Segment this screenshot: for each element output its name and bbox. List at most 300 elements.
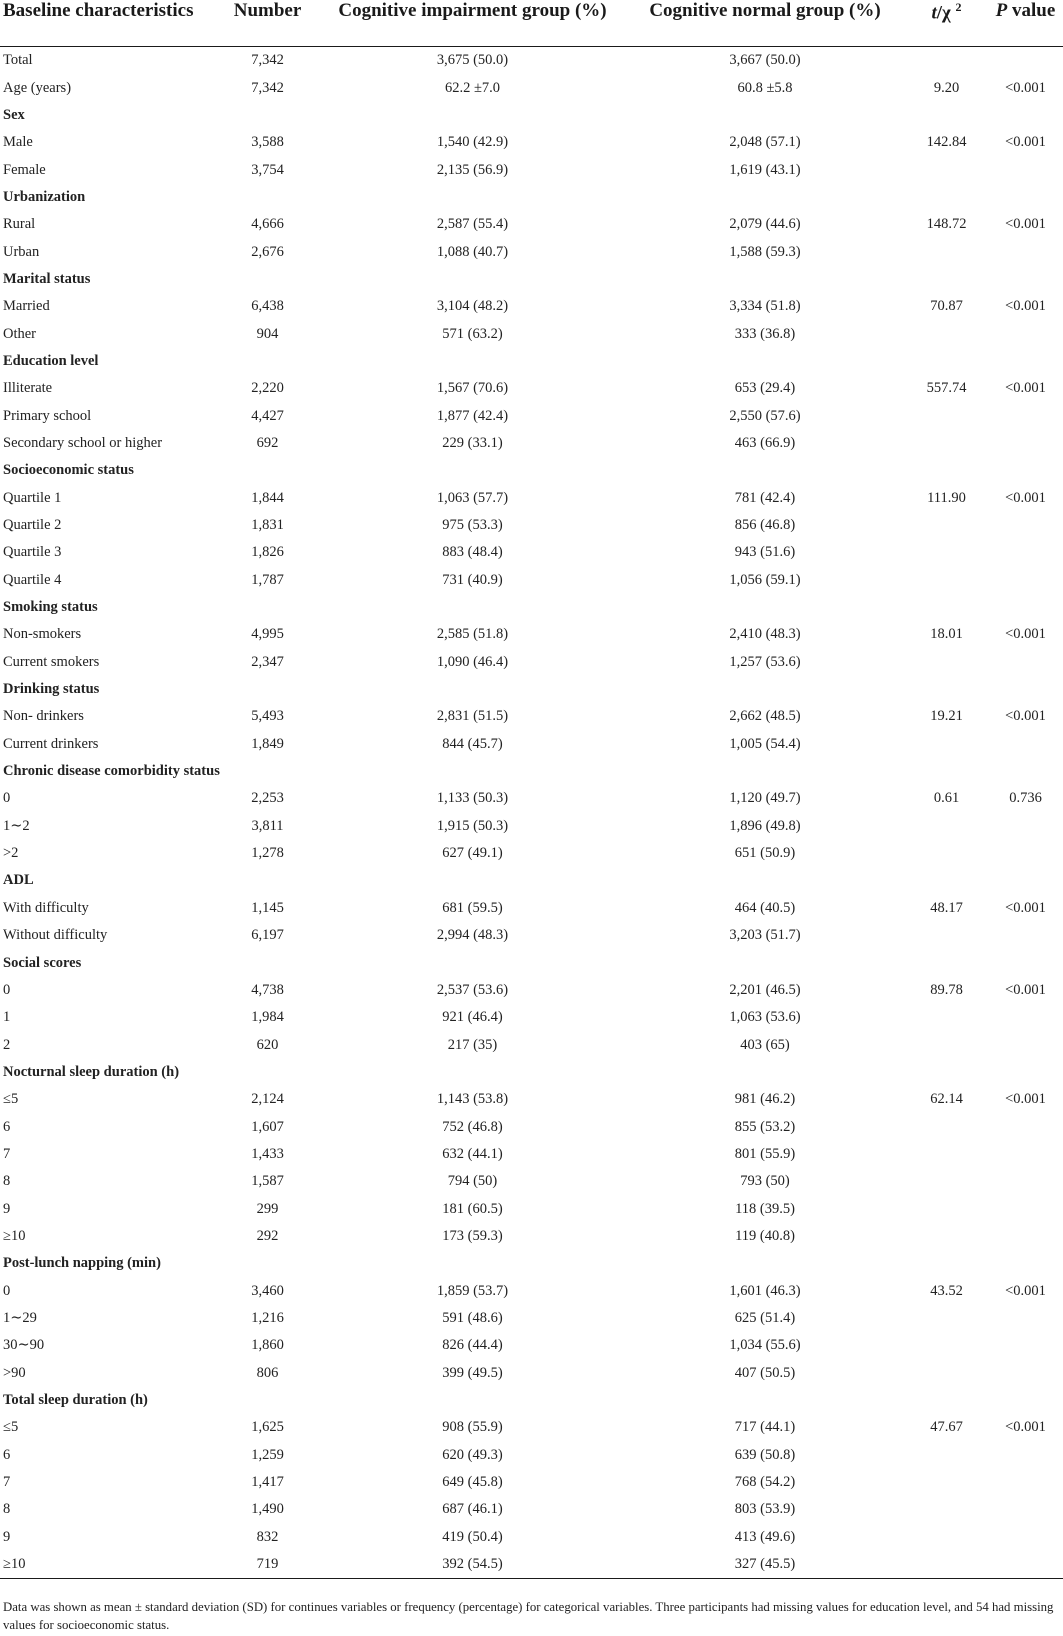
row-label: 2 xyxy=(3,1036,11,1053)
cell-impairment: 844 (45.7) xyxy=(442,735,503,752)
cell-statistic xyxy=(905,1551,988,1579)
cell-impairment: 1,063 (57.7) xyxy=(436,489,509,506)
table-row xyxy=(0,649,1063,676)
row-label: ≤5 xyxy=(3,1419,19,1436)
group-header-row xyxy=(0,266,1063,293)
table-row xyxy=(0,1195,1063,1222)
cell-impairment: 632 (44.1) xyxy=(442,1145,503,1162)
group-header-row xyxy=(0,184,1063,211)
cell-normal: 1,063 (53.6) xyxy=(729,1009,801,1026)
cell-normal: 327 (45.5) xyxy=(625,1551,905,1579)
cell-normal: 1,056 (59.1) xyxy=(729,571,801,588)
row-label: 0 xyxy=(3,790,11,807)
cell-number: 1,417 xyxy=(251,1474,284,1491)
cell-number: 1,145 xyxy=(251,899,284,916)
cell-impairment: 2,537 (53.6) xyxy=(436,981,509,998)
row-label: Female xyxy=(3,161,46,178)
table-row xyxy=(0,1004,1063,1031)
group-label: Socioeconomic status xyxy=(3,462,134,479)
cell-number: 5,493 xyxy=(251,708,284,725)
header-p-value xyxy=(988,0,1063,47)
table-row xyxy=(0,703,1063,730)
cell-p-value xyxy=(988,512,1063,539)
cell-number: 1,849 xyxy=(251,735,284,752)
cell-impairment: 173 (59.3) xyxy=(442,1227,503,1244)
row-label: >90 xyxy=(3,1364,26,1381)
row-label: Age (years) xyxy=(3,79,72,96)
cell-number: 2,124 xyxy=(251,1091,284,1108)
cell-statistic xyxy=(905,567,988,594)
table-row xyxy=(0,211,1063,238)
cell-number: 3,754 xyxy=(251,161,284,178)
group-label: Marital status xyxy=(3,270,91,287)
cell-number: 6,197 xyxy=(251,927,284,944)
table-row xyxy=(0,922,1063,949)
cell-number: 3,588 xyxy=(251,134,284,151)
table-row xyxy=(0,785,1063,812)
cell-p-value: <0.001 xyxy=(1005,981,1046,998)
group-header-row xyxy=(0,949,1063,976)
cell-normal: 981 (46.2) xyxy=(734,1091,796,1108)
cell-statistic xyxy=(905,649,988,676)
row-label: 0 xyxy=(3,1282,11,1299)
cell-statistic: 9.20 xyxy=(933,79,960,96)
cell-number: 299 xyxy=(256,1200,279,1217)
row-label: Married xyxy=(3,298,50,315)
cell-normal: 625 (51.4) xyxy=(734,1309,796,1326)
cell-p-value xyxy=(988,1442,1063,1469)
table-row xyxy=(0,430,1063,457)
cell-normal: 2,550 (57.6) xyxy=(729,407,801,424)
cell-normal: 60.8 ±5.8 xyxy=(737,79,793,96)
cell-statistic: 18.01 xyxy=(930,626,963,643)
row-label: 9 xyxy=(3,1200,11,1217)
cell-normal: 1,601 (46.3) xyxy=(729,1282,801,1299)
cell-p-value: <0.001 xyxy=(1005,626,1046,643)
cell-statistic: 148.72 xyxy=(926,216,967,233)
group-label: Chronic disease comorbidity status xyxy=(3,763,220,780)
cell-normal: 651 (50.9) xyxy=(734,845,796,862)
cell-statistic xyxy=(905,1141,988,1168)
cell-number: 4,738 xyxy=(251,981,284,998)
table-row xyxy=(0,156,1063,183)
table-row xyxy=(0,47,1063,75)
table-body xyxy=(0,47,1063,1579)
row-label: 6 xyxy=(3,1446,11,1463)
row-label: Quartile 1 xyxy=(3,489,62,506)
cell-impairment: 687 (46.1) xyxy=(442,1501,503,1518)
cell-statistic: 89.78 xyxy=(930,981,963,998)
cell-number: 7,342 xyxy=(251,79,284,96)
row-label: ≥10 xyxy=(3,1227,26,1244)
cell-impairment: 620 (49.3) xyxy=(442,1446,503,1463)
cell-p-value xyxy=(988,649,1063,676)
cell-statistic xyxy=(905,156,988,183)
group-header-row xyxy=(0,758,1063,785)
cell-p-value: <0.001 xyxy=(1005,708,1046,725)
cell-statistic xyxy=(905,1195,988,1222)
cell-impairment: 627 (49.1) xyxy=(442,845,503,862)
cell-number: 1,433 xyxy=(251,1145,284,1162)
cell-p-value xyxy=(988,1113,1063,1140)
cell-number: 4,666 xyxy=(251,216,284,233)
header-row xyxy=(0,0,1063,47)
table-row xyxy=(0,293,1063,320)
cell-impairment: 217 (35) xyxy=(447,1036,498,1053)
cell-statistic xyxy=(905,1004,988,1031)
cell-normal: 119 (40.8) xyxy=(735,1227,795,1244)
cell-statistic xyxy=(905,402,988,429)
cell-impairment: 921 (46.4) xyxy=(442,1009,503,1026)
cell-p-value: <0.001 xyxy=(1005,79,1046,96)
cell-statistic: 47.67 xyxy=(930,1419,963,1436)
table-row xyxy=(0,1086,1063,1113)
cell-number: 2,253 xyxy=(251,790,284,807)
cell-normal: 464 (40.5) xyxy=(734,899,796,916)
cell-number: 719 xyxy=(215,1551,320,1579)
cell-number: 4,995 xyxy=(251,626,284,643)
cell-normal: 768 (54.2) xyxy=(734,1474,796,1491)
table-row xyxy=(0,1305,1063,1332)
cell-normal: 855 (53.2) xyxy=(734,1118,796,1135)
table-row xyxy=(0,1031,1063,1058)
cell-normal: 3,203 (51.7) xyxy=(729,927,801,944)
table-row xyxy=(0,485,1063,512)
header-characteristics: Baseline characteristics xyxy=(0,0,215,47)
cell-impairment: 1,088 (40.7) xyxy=(436,243,509,260)
table-row xyxy=(0,813,1063,840)
cell-number: 4,427 xyxy=(251,407,284,424)
cell-normal: 781 (42.4) xyxy=(734,489,796,506)
cell-normal: 1,005 (54.4) xyxy=(729,735,801,752)
table-row xyxy=(0,512,1063,539)
table-row xyxy=(0,1551,1063,1579)
row-label: 8 xyxy=(3,1501,11,1518)
cell-normal: 1,619 (43.1) xyxy=(729,161,801,178)
group-header-row xyxy=(0,1059,1063,1086)
cell-number: 2,220 xyxy=(251,380,284,397)
row-label: 7 xyxy=(3,1474,11,1491)
table-row xyxy=(0,74,1063,101)
cell-p-value xyxy=(988,1332,1063,1359)
group-header-row xyxy=(0,348,1063,375)
row-label: 0 xyxy=(3,981,11,998)
row-label: >2 xyxy=(3,845,19,862)
cell-normal: 407 (50.5) xyxy=(734,1364,796,1381)
cell-number: 6,438 xyxy=(251,298,284,315)
cell-statistic xyxy=(905,1223,988,1250)
cell-statistic xyxy=(905,512,988,539)
cell-p-value: <0.001 xyxy=(1005,1091,1046,1108)
cell-impairment: 1,877 (42.4) xyxy=(436,407,509,424)
table-row xyxy=(0,895,1063,922)
cell-impairment: 1,090 (46.4) xyxy=(436,653,509,670)
cell-normal: 801 (55.9) xyxy=(734,1145,796,1162)
table-row xyxy=(0,320,1063,347)
cell-normal: 1,257 (53.6) xyxy=(729,653,801,670)
cell-statistic xyxy=(905,47,988,75)
cell-p-value xyxy=(988,238,1063,265)
cell-normal: 1,120 (49.7) xyxy=(729,790,801,807)
cell-impairment: 681 (59.5) xyxy=(442,899,503,916)
group-header-row xyxy=(0,1387,1063,1414)
cell-number: 1,587 xyxy=(251,1173,284,1190)
cell-statistic xyxy=(905,840,988,867)
row-label: Illiterate xyxy=(3,380,53,397)
table-row xyxy=(0,731,1063,758)
table-row xyxy=(0,1442,1063,1469)
cell-normal: 2,201 (46.5) xyxy=(729,981,801,998)
cell-impairment: 908 (55.9) xyxy=(442,1419,503,1436)
cell-p-value xyxy=(988,430,1063,457)
cell-impairment: 392 (54.5) xyxy=(320,1551,625,1579)
row-label: 9 xyxy=(3,1528,11,1545)
cell-p-value xyxy=(988,1168,1063,1195)
cell-impairment: 1,859 (53.7) xyxy=(436,1282,509,1299)
header-statistic xyxy=(905,0,988,47)
header-stat-chi: /χ xyxy=(936,2,956,24)
cell-statistic xyxy=(905,320,988,347)
cell-statistic xyxy=(905,1496,988,1523)
table-row xyxy=(0,621,1063,648)
cell-number: 292 xyxy=(256,1227,279,1244)
row-label: 1∼29 xyxy=(3,1309,37,1326)
cell-normal: 118 (39.5) xyxy=(735,1200,795,1217)
cell-statistic: 111.90 xyxy=(927,489,966,506)
cell-number: 1,278 xyxy=(251,845,284,862)
row-label: Male xyxy=(3,134,33,151)
table-row xyxy=(0,977,1063,1004)
cell-p-value xyxy=(988,840,1063,867)
group-label: Urbanization xyxy=(3,188,86,205)
group-label: Education level xyxy=(3,352,99,369)
row-label: ≥10 xyxy=(0,1551,215,1579)
cell-impairment: 826 (44.4) xyxy=(442,1337,503,1354)
cell-number: 7,342 xyxy=(251,52,284,69)
cell-impairment: 1,143 (53.8) xyxy=(436,1091,509,1108)
group-label: Smoking status xyxy=(3,599,98,616)
cell-number: 1,844 xyxy=(251,489,284,506)
cell-p-value xyxy=(988,1031,1063,1058)
header-p-rest: value xyxy=(1007,0,1056,21)
cell-p-value xyxy=(988,922,1063,949)
table-row xyxy=(0,1496,1063,1523)
cell-p-value: 0.736 xyxy=(1009,790,1042,807)
cell-statistic: 48.17 xyxy=(930,899,963,916)
cell-number: 904 xyxy=(256,325,279,342)
table-row xyxy=(0,539,1063,566)
cell-p-value xyxy=(988,1223,1063,1250)
row-label: Quartile 4 xyxy=(3,571,62,588)
row-label: Current drinkers xyxy=(3,735,99,752)
cell-p-value xyxy=(988,47,1063,75)
cell-normal: 333 (36.8) xyxy=(734,325,796,342)
cell-normal: 1,588 (59.3) xyxy=(729,243,801,260)
header-number: Number xyxy=(215,0,320,47)
cell-statistic: 0.61 xyxy=(933,790,960,807)
group-label: Post-lunch napping (min) xyxy=(3,1255,161,1272)
row-label: 7 xyxy=(3,1145,11,1162)
group-label: ADL xyxy=(3,872,34,889)
cell-statistic xyxy=(905,1305,988,1332)
cell-number: 3,460 xyxy=(251,1282,284,1299)
table-row xyxy=(0,1469,1063,1496)
row-label: 6 xyxy=(3,1118,11,1135)
row-label: Non-smokers xyxy=(3,626,82,643)
cell-p-value xyxy=(988,731,1063,758)
cell-impairment: 419 (50.4) xyxy=(442,1528,503,1545)
cell-impairment: 1,915 (50.3) xyxy=(436,817,509,834)
cell-normal: 856 (46.8) xyxy=(734,517,796,534)
table-row xyxy=(0,840,1063,867)
group-header-row xyxy=(0,867,1063,894)
cell-p-value xyxy=(988,1141,1063,1168)
cell-number: 1,490 xyxy=(251,1501,284,1518)
table-row xyxy=(0,1168,1063,1195)
cell-normal: 943 (51.6) xyxy=(734,544,796,561)
table-row xyxy=(0,1414,1063,1441)
cell-number: 2,347 xyxy=(251,653,284,670)
cell-normal: 717 (44.1) xyxy=(734,1419,796,1436)
table-row xyxy=(0,1277,1063,1304)
group-label: Drinking status xyxy=(3,681,100,698)
cell-impairment: 1,540 (42.9) xyxy=(436,134,509,151)
cell-statistic xyxy=(905,813,988,840)
row-label: Secondary school or higher xyxy=(3,434,163,451)
table-row xyxy=(0,1360,1063,1387)
cell-number: 2,676 xyxy=(251,243,284,260)
cell-number: 1,860 xyxy=(251,1337,284,1354)
row-label: ≤5 xyxy=(3,1091,19,1108)
cell-p-value xyxy=(988,320,1063,347)
cell-impairment: 399 (49.5) xyxy=(442,1364,503,1381)
cell-number: 692 xyxy=(256,434,279,451)
cell-impairment: 3,675 (50.0) xyxy=(436,52,509,69)
cell-impairment: 2,831 (51.5) xyxy=(436,708,509,725)
cell-statistic xyxy=(905,539,988,566)
cell-impairment: 571 (63.2) xyxy=(442,325,503,342)
table-footnote: Data was shown as mean ± standard deviation (SD) for continues variables or frequency (percentage) for categorical variables. Three participants had missing values for education level, and 54 had missing values for socioeconomic status. xyxy=(3,1600,1054,1632)
cell-p-value: <0.001 xyxy=(1005,134,1046,151)
cell-impairment: 975 (53.3) xyxy=(442,517,503,534)
cell-p-value xyxy=(988,1360,1063,1387)
cell-impairment: 1,133 (50.3) xyxy=(436,790,509,807)
group-label: Sex xyxy=(3,106,25,123)
cell-statistic: 62.14 xyxy=(930,1091,963,1108)
cell-p-value xyxy=(988,1305,1063,1332)
row-label: 1 xyxy=(3,1009,11,1026)
cell-statistic: 557.74 xyxy=(926,380,967,397)
cell-normal: 1,034 (55.6) xyxy=(729,1337,801,1354)
cell-number: 1,216 xyxy=(251,1309,284,1326)
table-row xyxy=(0,375,1063,402)
row-label: Non- drinkers xyxy=(3,708,84,725)
cell-normal: 653 (29.4) xyxy=(734,380,796,397)
cell-statistic xyxy=(905,922,988,949)
cell-impairment: 2,585 (51.8) xyxy=(436,626,509,643)
row-label: Without difficulty xyxy=(3,927,108,944)
row-label: 30∼90 xyxy=(3,1337,45,1354)
cell-statistic xyxy=(905,238,988,265)
cell-p-value: <0.001 xyxy=(1005,216,1046,233)
table-row xyxy=(0,1524,1063,1551)
cell-normal: 639 (50.8) xyxy=(734,1446,796,1463)
cell-impairment: 591 (48.6) xyxy=(442,1309,503,1326)
group-label: Total sleep duration (h) xyxy=(3,1392,148,1409)
table-row xyxy=(0,1113,1063,1140)
table-row xyxy=(0,567,1063,594)
cell-normal: 463 (66.9) xyxy=(734,434,796,451)
row-label: Quartile 3 xyxy=(3,544,62,561)
table-row xyxy=(0,238,1063,265)
cell-number: 1,259 xyxy=(251,1446,284,1463)
row-label: 1∼2 xyxy=(3,817,30,834)
cell-normal: 803 (53.9) xyxy=(734,1501,796,1518)
header-p: P xyxy=(995,0,1008,21)
table-row xyxy=(0,1141,1063,1168)
cell-p-value xyxy=(988,402,1063,429)
group-label: Nocturnal sleep duration (h) xyxy=(3,1063,180,1080)
cell-statistic xyxy=(905,1113,988,1140)
cell-normal: 3,667 (50.0) xyxy=(729,52,801,69)
cell-number: 620 xyxy=(256,1036,279,1053)
cell-normal: 1,896 (49.8) xyxy=(729,817,801,834)
cell-impairment: 229 (33.1) xyxy=(442,434,503,451)
cell-impairment: 794 (50) xyxy=(447,1173,498,1190)
cell-number: 1,826 xyxy=(251,544,284,561)
cell-statistic xyxy=(905,1031,988,1058)
cell-impairment: 2,135 (56.9) xyxy=(436,161,509,178)
cell-statistic xyxy=(905,430,988,457)
row-label: Current smokers xyxy=(3,653,100,670)
group-header-row xyxy=(0,594,1063,621)
row-label: Other xyxy=(3,325,37,342)
cell-number: 3,811 xyxy=(251,817,284,834)
row-label: Primary school xyxy=(3,407,92,424)
row-label: Urban xyxy=(3,243,40,260)
row-label: Rural xyxy=(3,216,36,233)
cell-p-value xyxy=(988,813,1063,840)
cell-normal: 2,079 (44.6) xyxy=(729,216,801,233)
table-row xyxy=(0,129,1063,156)
cell-impairment: 883 (48.4) xyxy=(442,544,503,561)
cell-p-value: <0.001 xyxy=(1005,1282,1046,1299)
header-stat-sup: 2 xyxy=(955,0,962,14)
cell-statistic xyxy=(905,1360,988,1387)
cell-statistic xyxy=(905,1524,988,1551)
cell-p-value: <0.001 xyxy=(1005,298,1046,315)
cell-p-value xyxy=(988,1004,1063,1031)
cell-number: 1,831 xyxy=(251,517,284,534)
cell-impairment: 2,994 (48.3) xyxy=(436,927,509,944)
cell-p-value: <0.001 xyxy=(1005,1419,1046,1436)
cell-number: 1,787 xyxy=(251,571,284,588)
cell-impairment: 62.2 ±7.0 xyxy=(444,79,501,96)
cell-p-value xyxy=(988,539,1063,566)
cell-statistic: 142.84 xyxy=(926,134,967,151)
cell-statistic: 19.21 xyxy=(930,708,963,725)
cell-impairment: 1,567 (70.6) xyxy=(436,380,509,397)
cell-impairment: 181 (60.5) xyxy=(442,1200,503,1217)
table-header xyxy=(0,0,1063,47)
row-label: 8 xyxy=(3,1173,11,1190)
cell-statistic: 43.52 xyxy=(930,1282,963,1299)
cell-normal: 413 (49.6) xyxy=(734,1528,796,1545)
cell-normal: 2,048 (57.1) xyxy=(729,134,801,151)
header-impairment: Cognitive impairment group (%) xyxy=(320,0,625,47)
cell-number: 1,607 xyxy=(251,1118,284,1135)
table-row xyxy=(0,402,1063,429)
